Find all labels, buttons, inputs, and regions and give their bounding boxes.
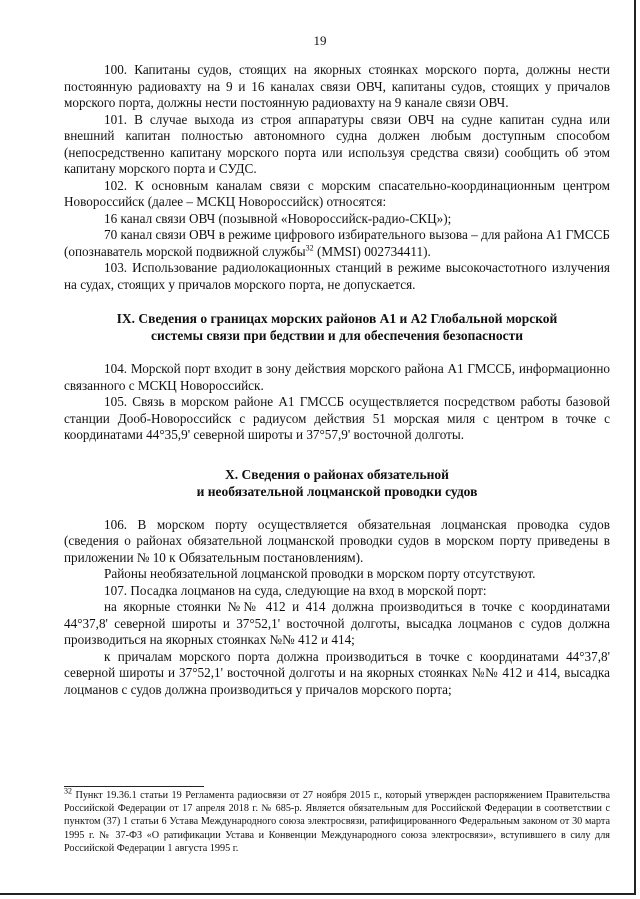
document-body [64,62,610,698]
paragraph-102-channel-16: 16 канал связи ОВЧ (позывной «Новороссийск-радио-СКЦ»); [104,210,452,226]
paragraph-105: 105. Связь в морском районе А1 ГМССБ осуществляется посредством работы базовой станции Дооб-Новороссийск с радиусом действия 51 морская миля с центром в точке с координатами 44°35,9' северной широты и 37°57,9' восточной долготы. [64,394,610,442]
page-number: 19 [313,33,327,48]
section-ix-heading-line1: IX. Сведения о границах морских районов А1 и А2 Глобальной морской [116,311,558,326]
section-ix-heading [64,310,610,344]
footnote-text: Пункт 19.36.1 статьи 19 Регламента радиосвязи от 27 ноября 2015 г., который утвержден распоряжением Правительства Российской Федерации от 17 апреля 2018 г. № 685-р. Является обязательным для Российской Федерации в соответствии с пунктом (37) 1 статьи 6 Устава Международного союза электросвязи, ратифицированного Федеральным законом от 30 марта 1995 г. № 37-ФЗ «О ратификации Устава и Конвенции Международного союза электросвязи», вступившего в силу для Российской Федерации 1 августа 1995 г. [64,790,611,854]
channel-70-text: 70 канал связи ОВЧ в режиме цифрового избирательного вызова – для района А1 ГМССБ (опознаватель морской подвижной службы [64,227,610,259]
paragraph-106-no-optional: Районы необязательной лоцманской проводки в морском порту отсутствуют. [104,566,536,581]
paragraph-104: 104. Морской порт входит в зону действия морского района А1 ГМССБ, информационно связанного с МСКЦ Новороссийск. [64,361,610,393]
paragraph-106: 106. В морском порту осуществляется обязательная лоцманская проводка судов (сведения о районах обязательной лоцманской проводки судов в морском порту приведены в приложении № 10 к Обязательным постановлениям). [64,516,610,565]
footnote [64,786,611,855]
section-ix-heading-line2: системы связи при бедствии и для обеспечения безопасности [150,328,524,343]
paragraph-101: 101. В случае выхода из строя аппаратуры связи ОВЧ на судне капитан судна или внешний капитан полностью автономного судна должен любым доступным способом (непосредственно капитану морского порта или используя средства связи) сообщить об этом капитану морского порта и СУДС. [64,111,610,176]
footnote-reference: 32 [305,243,314,253]
footnote-separator [64,786,204,787]
paragraph-100: 100. Капитаны судов, стоящих на якорных стоянках морского порта, должны нести постоянную радиовахту на 9 и 16 каналах связи ОВЧ, капитаны судов, стоящих у причалов морского порта, должны нести постоянную радиовахту на 9 канале связи ОВЧ. [64,62,610,110]
paragraph-102-channel-70 [64,227,610,260]
section-x-heading-line2: и необязательной лоцманской проводки судов [196,483,478,499]
paragraph-102: 102. К основным каналам связи с морским спасательно-координационным центром Новороссийск (далее – МСКЦ Новороссийск) относятся: [64,177,610,209]
paragraph-107-berths: к причалам морского порта должна производиться в точке с координатами 44°37,8' северной широты и 37°52,1' восточной долготы и на якорных стоянках №№ 412 и 414, высадка лоцманов с судов должна производиться у причалов морского порта; [64,648,610,697]
paragraph-103: 103. Использование радиолокационных станций в режиме высокочастотного излучения на судах, стоящих у причалов морского порта, не допускается. [64,260,610,292]
paragraph-107: 107. Посадка лоцманов на суда, следующие на вход в морской порт: [104,582,487,598]
channel-70-mmsi: (MMSI) 002734411). [316,243,431,259]
footnote-number: 32 [64,786,72,796]
section-x-heading-line1: X. Сведения о районах обязательной [225,466,449,482]
paragraph-107-anchorages: на якорные стоянки №№ 412 и 414 должна производиться в точке с координатами 44°37,8' северной широты и 37°52,1' восточной долготы, высадка лоцманов с судов должна производиться на якорных стоянках №№ 412 и 414; [64,599,610,647]
section-x-heading [64,466,610,500]
